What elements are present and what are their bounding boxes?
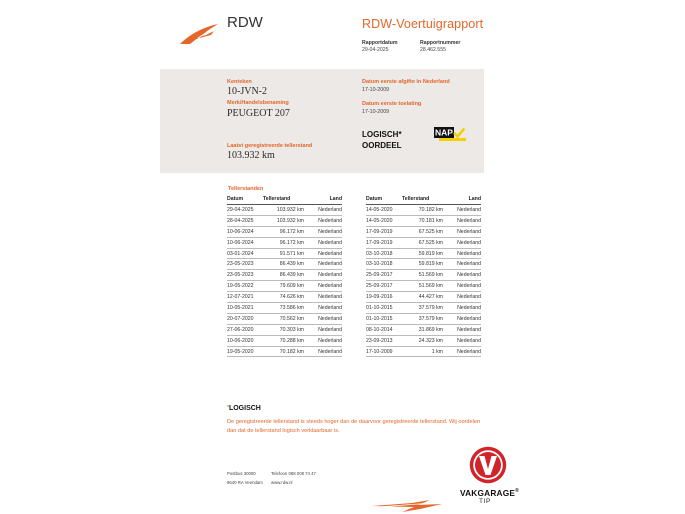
reading-value: 96.172 km [263,226,304,237]
reading-value: 70.181 km [402,215,443,226]
first-issue-nl-label: Datum eerste afgifte in Nederland [362,79,450,85]
reading-country: Nederland [443,346,481,357]
reading-date: 19-09-2016 [366,292,402,303]
reading-value: 37.579 km [402,313,443,324]
report-date-label: Rapportdatum [362,40,398,46]
plate-label: Kenteken [227,79,252,85]
reading-date: 29-04-2025 [227,205,263,216]
note-text: De geregistreerde tellerstand is steeds hoger dan de daarvoor geregistreerde tellerstand. Wij oordelen dan dat de tellerstand logisch verklaarbaar is. [227,419,481,434]
reading-value: 44.427 km [402,292,443,303]
note-title-text: LOGISCH [228,405,261,412]
first-admission-value: 17-10-2009 [362,109,390,115]
odometer-row [227,335,342,346]
registered-mark: ® [515,488,520,494]
odometer-row [366,313,481,324]
verdict-line-2: OORDEEL [362,141,402,150]
make-label: Merk/Handelsbenaming [227,100,289,106]
reading-date: 28-04-2025 [227,215,263,226]
reading-date: 23-09-2013 [366,335,402,346]
reading-value: 103.932 km [263,215,304,226]
reading-date: 14-05-2020 [366,215,402,226]
reading-country: Nederland [304,292,342,303]
reading-value: 70.303 km [263,324,304,335]
nap-yellow-bar [439,138,466,141]
odometer-row [227,324,342,335]
reading-date: 17-10-2009 [366,346,402,357]
col-reading: Tellerstand [402,194,443,205]
reading-date: 17-09-2019 [366,226,402,237]
odometer-row [227,215,342,226]
reading-date: 23-05-2023 [227,259,263,270]
reading-date: 19-05-2022 [227,281,263,292]
odometer-row [366,205,481,216]
reading-value: 74.626 km [263,292,304,303]
reading-date: 17-09-2019 [366,237,402,248]
reading-value: 103.932 km [263,205,304,216]
reading-country: Nederland [443,248,481,259]
odometer-row [366,292,481,303]
odometer-row [366,281,481,292]
reading-date: 23-05-2023 [227,270,263,281]
reading-country: Nederland [304,346,342,357]
odometer-table-right [366,194,481,357]
footer-postbox: Postbus 30000 [227,471,256,476]
reading-country: Nederland [443,281,481,292]
reading-date: 10-06-2020 [227,335,263,346]
odometer-row [366,237,481,248]
odometer-row [366,259,481,270]
reading-date: 19-05-2020 [227,346,263,357]
nap-logo-text: NAP [435,127,453,138]
reading-date: 01-10-2015 [366,313,402,324]
reading-country: Nederland [304,313,342,324]
report-date: 29-04-2025 [362,47,389,53]
report-title: RDW-Voertuigrapport [362,17,484,31]
note-title: *LOGISCH [227,405,261,412]
reading-date: 01-10-2015 [366,303,402,314]
vakgarage-logo-icon [469,446,507,484]
odometer-section-title: Tellerstanden [228,186,264,192]
reading-value: 96.172 km [263,237,304,248]
reading-date: 03-10-2018 [366,248,402,259]
odometer-row [227,270,342,281]
odometer-row [227,248,342,259]
footer-city: 9640 RA Veendam [227,480,263,485]
reading-country: Nederland [443,324,481,335]
odometer-row [227,292,342,303]
reading-value: 67.525 km [402,237,443,248]
reading-country: Nederland [443,335,481,346]
reading-country: Nederland [304,335,342,346]
odometer-row [366,248,481,259]
odometer-row [366,226,481,237]
verdict-line-1: LOGISCH* [362,130,402,139]
odometer-row [227,226,342,237]
reading-country: Nederland [304,259,342,270]
reading-date: 20-07-2020 [227,313,263,324]
reading-value: 59.819 km [402,248,443,259]
reading-country: Nederland [304,237,342,248]
odometer-row [227,259,342,270]
reading-date: 27-06-2020 [227,324,263,335]
reading-value: 79.609 km [263,281,304,292]
brand-name: RDW [227,14,263,31]
odometer-row [227,303,342,314]
reading-date: 10-06-2024 [227,237,263,248]
footer-phone: Telefoon 088 008 74 47 [271,471,316,476]
reading-value: 1 km [402,346,443,357]
col-country: Land [304,194,342,205]
footer-website[interactable]: www.rdw.nl [271,480,293,485]
reading-date: 14-05-2020 [366,205,402,216]
reading-country: Nederland [443,313,481,324]
reading-value: 86.439 km [263,270,304,281]
reading-country: Nederland [443,292,481,303]
last-reading-value: 103.932 km [227,150,275,161]
reading-value: 86.439 km [263,259,304,270]
reading-country: Nederland [443,205,481,216]
reading-country: Nederland [304,303,342,314]
reading-value: 73.586 km [263,303,304,314]
col-date: Datum [227,194,263,205]
odometer-row [227,237,342,248]
reading-date: 03-10-2018 [366,259,402,270]
reading-value: 70.182 km [402,205,443,216]
odometer-row [366,335,481,346]
report-number-label: Rapportnummer [420,40,461,46]
reading-country: Nederland [304,248,342,259]
report-number: 28.462.555 [420,47,446,53]
reading-value: 51.569 km [402,281,443,292]
reading-value: 51.569 km [402,270,443,281]
reading-value: 70.182 km [263,346,304,357]
odometer-row [227,205,342,216]
make-value: PEUGEOT 207 [227,108,290,119]
odometer-row [366,215,481,226]
reading-value: 59.819 km [402,259,443,270]
reading-country: Nederland [443,226,481,237]
reading-country: Nederland [443,303,481,314]
reading-country: Nederland [443,237,481,248]
reading-value: 70.562 km [263,313,304,324]
reading-date: 12-07-2021 [227,292,263,303]
odometer-row [366,346,481,357]
reading-country: Nederland [304,270,342,281]
odometer-table-left [227,194,342,357]
reading-country: Nederland [304,281,342,292]
odometer-row [227,313,342,324]
col-reading: Tellerstand [263,194,304,205]
reading-value: 67.525 km [402,226,443,237]
reading-country: Nederland [443,259,481,270]
vakgarage-name [460,488,519,498]
reading-country: Nederland [443,215,481,226]
odometer-row [366,324,481,335]
reading-date: 08-10-2014 [366,324,402,335]
reading-country: Nederland [304,205,342,216]
col-date: Datum [366,194,402,205]
first-issue-nl-value: 17-10-2009 [362,87,390,93]
vakgarage-name-text: VAKGARAGE [460,488,516,498]
vakgarage-tip: TIP [479,498,491,505]
reading-value: 70.288 km [263,335,304,346]
reading-country: Nederland [443,270,481,281]
col-country: Land [443,194,481,205]
plate-value: 10-JVN-2 [227,86,267,97]
odometer-row [227,346,342,357]
nap-logo-icon [434,127,465,138]
odometer-row [227,281,342,292]
reading-date: 25-09-2017 [366,281,402,292]
verdict [362,129,402,151]
decorative-arrow-icon [372,498,452,514]
reading-value: 91.571 km [263,248,304,259]
odometer-row [366,270,481,281]
odometer-row [366,303,481,314]
last-reading-label: Laatst geregistreerde tellerstand [227,143,313,149]
reading-value: 31.869 km [402,324,443,335]
reading-value: 37.579 km [402,303,443,314]
reading-date: 10-06-2024 [227,226,263,237]
first-admission-label: Datum eerste toelating [362,101,422,107]
reading-date: 25-09-2017 [366,270,402,281]
reading-country: Nederland [304,215,342,226]
rdw-logo-icon [178,22,220,46]
reading-country: Nederland [304,226,342,237]
reading-value: 24.323 km [402,335,443,346]
reading-date: 03-01-2024 [227,248,263,259]
reading-country: Nederland [304,324,342,335]
reading-date: 10-05-2021 [227,303,263,314]
